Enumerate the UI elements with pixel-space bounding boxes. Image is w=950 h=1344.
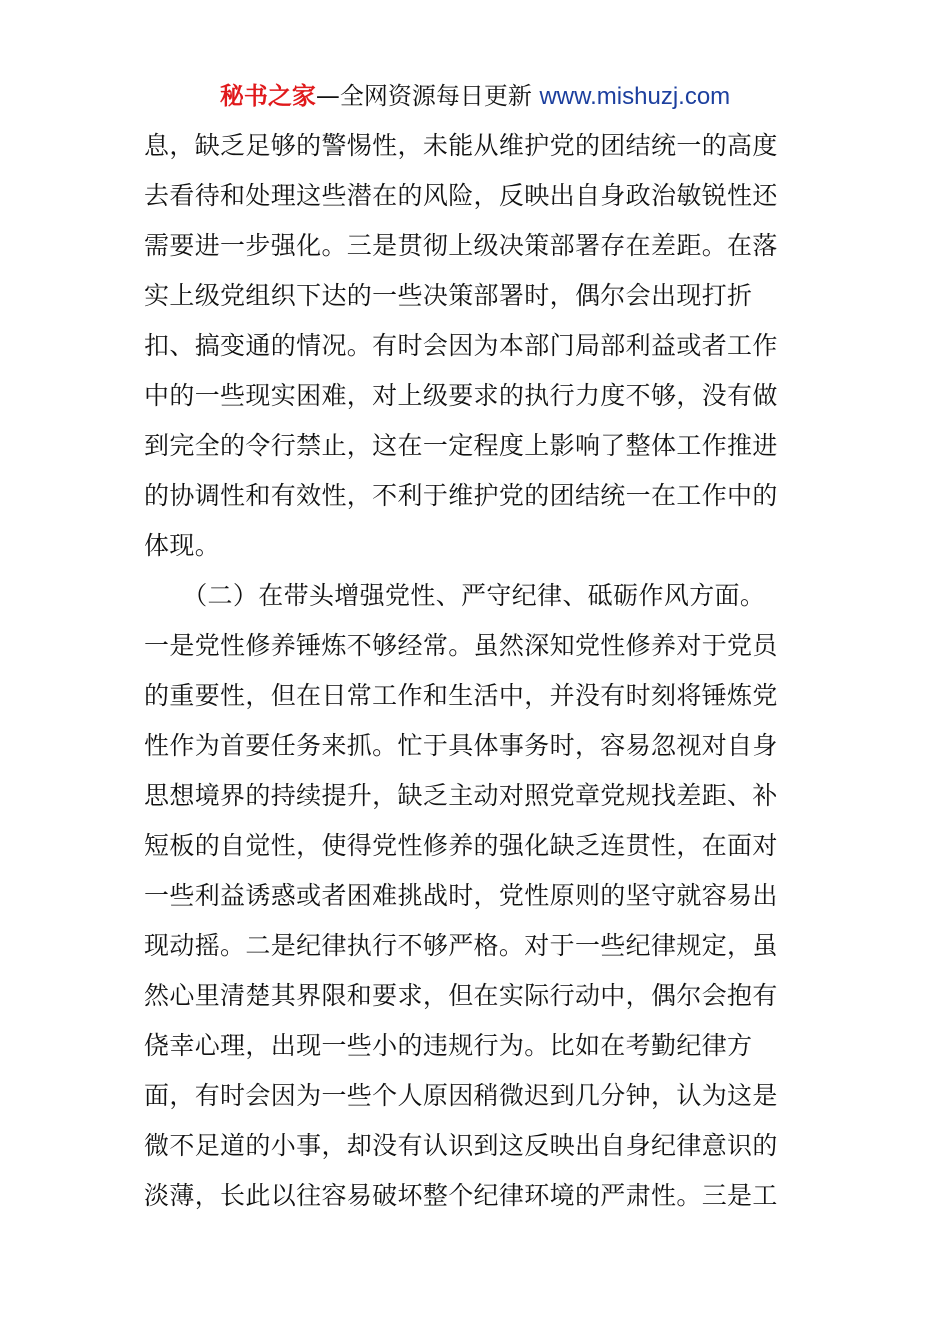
text-line: 一是党性修养锤炼不够经常。虽然深知党性修养对于党员 — [144, 631, 778, 660]
header-tagline: —全网资源每日更新 — [315, 82, 532, 110]
document-body — [144, 121, 814, 1221]
text-line: 淡薄，长此以往容易破坏整个纪律环境的严肃性。三是工 — [144, 1181, 778, 1210]
text-line: 体现。 — [144, 531, 221, 560]
text-line: 面，有时会因为一些个人原因稍微迟到几分钟，认为这是 — [144, 1081, 778, 1110]
text-line: 微不足道的小事，却没有认识到这反映出自身纪律意识的 — [144, 1131, 778, 1160]
text-line: 现动摇。二是纪律执行不够严格。对于一些纪律规定，虽 — [144, 931, 778, 960]
text-line: 思想境界的持续提升，缺乏主动对照党章党规找差距、补 — [144, 781, 778, 810]
text-line: 实上级党组织下达的一些决策部署时，偶尔会出现打折 — [144, 281, 753, 310]
section-heading-line: （二）在带头增强党性、严守纪律、砥砺作风方面。 — [144, 581, 766, 610]
header-url-link[interactable]: www.mishuzj.com — [539, 83, 731, 110]
text-line: 中的一些现实困难，对上级要求的执行力度不够，没有做 — [144, 381, 778, 410]
text-line: 去看待和处理这些潜在的风险，反映出自身政治敏锐性还 — [144, 181, 778, 210]
page-header — [0, 80, 950, 113]
text-line: 短板的自觉性，使得党性修养的强化缺乏连贯性，在面对 — [144, 831, 778, 860]
text-line: 的重要性，但在日常工作和生活中，并没有时刻将锤炼党 — [144, 681, 778, 710]
text-line: 侥幸心理，出现一些小的违规行为。比如在考勤纪律方 — [144, 1031, 753, 1060]
text-line: 息，缺乏足够的警惕性，未能从维护党的团结统一的高度 — [144, 131, 778, 160]
text-line: 性作为首要任务来抓。忙于具体事务时，容易忽视对自身 — [144, 731, 778, 760]
text-line: 一些利益诱惑或者困难挑战时，党性原则的坚守就容易出 — [144, 881, 778, 910]
brand-name: 秘书之家 — [219, 82, 316, 110]
text-line: 然心里清楚其界限和要求，但在实际行动中，偶尔会抱有 — [144, 981, 778, 1010]
text-line: 需要进一步强化。三是贯彻上级决策部署存在差距。在落 — [144, 231, 778, 260]
text-line: 的协调性和有效性，不利于维护党的团结统一在工作中的 — [144, 481, 778, 510]
text-line: 到完全的令行禁止，这在一定程度上影响了整体工作推进 — [144, 431, 778, 460]
text-line: 扣、搞变通的情况。有时会因为本部门局部利益或者工作 — [144, 331, 778, 360]
